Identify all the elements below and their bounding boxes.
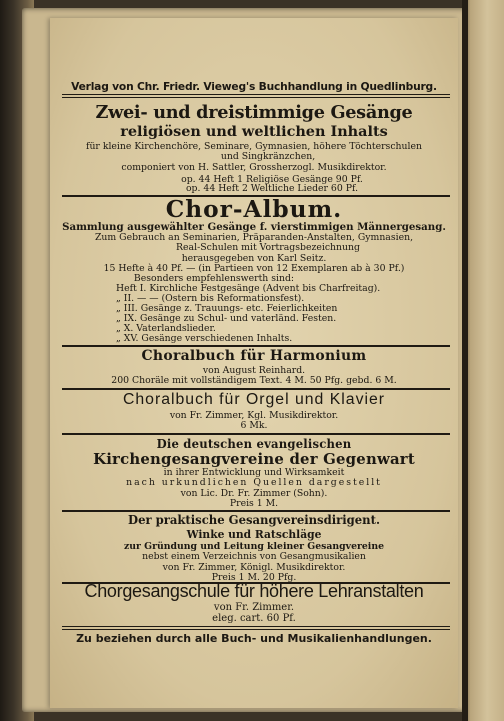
book-gutter bbox=[462, 0, 468, 721]
chor-album-line3: Real-Schulen mit Vortragsbezeichnung bbox=[176, 242, 360, 254]
dirigent-price: Preis 1 M. 20 Pfg. bbox=[211, 571, 297, 583]
heft-item: „ XV. Gesänge verschiedenen Inhalts. bbox=[116, 332, 293, 344]
footer-line: Zu beziehen durch alle Buch- und Musikalienhandlungen. bbox=[76, 632, 432, 645]
heft-item: „ X. Vaterlandslieder. bbox=[116, 322, 216, 334]
footer-rule bbox=[62, 626, 450, 630]
publisher-line: Verlag von Chr. Friedr. Vieweg's Buchhandlung in Quedlinburg. bbox=[71, 79, 437, 93]
block1-subtitle: religiösen und weltlichen Inhalts bbox=[120, 122, 388, 140]
orgel-price: 6 Mk. bbox=[240, 420, 268, 432]
chor-album-title: Chor-Album. bbox=[165, 196, 343, 224]
orgel-author: von Fr. Zimmer, Kgl. Musikdirektor. bbox=[169, 410, 339, 422]
kirchengesang-author: von Lic. Dr. Fr. Zimmer (Sohn). bbox=[180, 487, 328, 499]
harmonium-author: von August Reinhard. bbox=[202, 364, 306, 376]
block1-line2: und Singkränzchen, bbox=[220, 151, 316, 163]
heft-item: Heft I. Kirchliche Festgesänge (Advent bis Charfreitag). bbox=[116, 282, 381, 294]
kirchengesang-title: Kirchengesangvereine der Gegenwart bbox=[93, 449, 415, 468]
dirigent-line3: nebst einem Verzeichnis von Gesangmusikalien bbox=[142, 551, 366, 563]
dirigent-author: von Fr. Zimmer, Königl. Musikdirektor. bbox=[162, 561, 346, 573]
block1-op1: op. 44 Heft 1 Religiöse Gesänge 90 Pf. bbox=[181, 173, 363, 185]
chor-album-recommended: Besonders empfehlenswerth sind: bbox=[133, 273, 295, 285]
kirchengesang-line2: in ihrer Entwicklung und Wirksamkeit bbox=[163, 466, 345, 478]
facing-page-edge bbox=[462, 0, 504, 721]
harmonium-price: 200 Choräle mit vollständigem Text. 4 M. 50 Pfg. gebd. 6 M. bbox=[111, 374, 397, 386]
kirchengesang-price: Preis 1 M. bbox=[229, 497, 279, 509]
chor-album-price: 15 Hefte à 40 Pf. — (in Partieen von 12 Exemplaren ab à 30 Pf.) bbox=[103, 263, 405, 275]
kirchengesang-line3: nach urkundlichen Quellen dargestellt bbox=[126, 477, 382, 489]
heft-item: „ IX. Gesänge zu Schul- und vaterländ. Festen. bbox=[116, 312, 337, 324]
block1-title: Zwei- und dreistimmige Gesänge bbox=[95, 102, 413, 124]
chor-album-line2: Zum Gebrauch an Seminarien, Präparanden-Anstalten, Gymnasien, bbox=[94, 232, 414, 244]
orgel-title: Choralbuch für Orgel und Klavier bbox=[122, 391, 386, 409]
chorgesangschule-title: Chorgesangschule für höhere Lehranstalten bbox=[84, 581, 424, 601]
block1-line1: für kleine Kirchenchöre, Seminare, Gymnasien, höhere Töchterschulen bbox=[86, 140, 422, 152]
dirigent-line2: zur Gründung und Leitung kleiner Gesangvereine bbox=[123, 540, 384, 552]
block1-op2: op. 44 Heft 2 Weltliche Lieder 60 Pf. bbox=[185, 183, 359, 195]
heft-item: „ II. — — (Ostern bis Reformationsfest). bbox=[116, 292, 305, 304]
chorgesangschule-author: von Fr. Zimmer. bbox=[213, 602, 295, 613]
harmonium-title: Choralbuch für Harmonium bbox=[141, 348, 367, 365]
lower-blocks bbox=[50, 0, 458, 721]
chorgesangschule-price: eleg. cart. 60 Pf. bbox=[212, 613, 296, 624]
dirigent-title: Der praktische Gesangvereinsdirigent. bbox=[128, 513, 380, 528]
dirigent-line1: Winke und Ratschläge bbox=[186, 527, 322, 541]
block1-composer: componiert von H. Sattler, Grossherzogl. Musikdirektor. bbox=[121, 162, 387, 174]
kirchengesang-line1: Die deutschen evangelischen bbox=[156, 436, 352, 451]
heft-item: „ III. Gesänge z. Trauungs- etc. Feierlichkeiten bbox=[116, 302, 338, 314]
chor-album-line1: Sammlung ausgewählter Gesänge f. vierstimmigen Männergesang. bbox=[62, 220, 446, 233]
chor-album-editor: herausgegeben von Karl Seitz. bbox=[181, 252, 327, 264]
